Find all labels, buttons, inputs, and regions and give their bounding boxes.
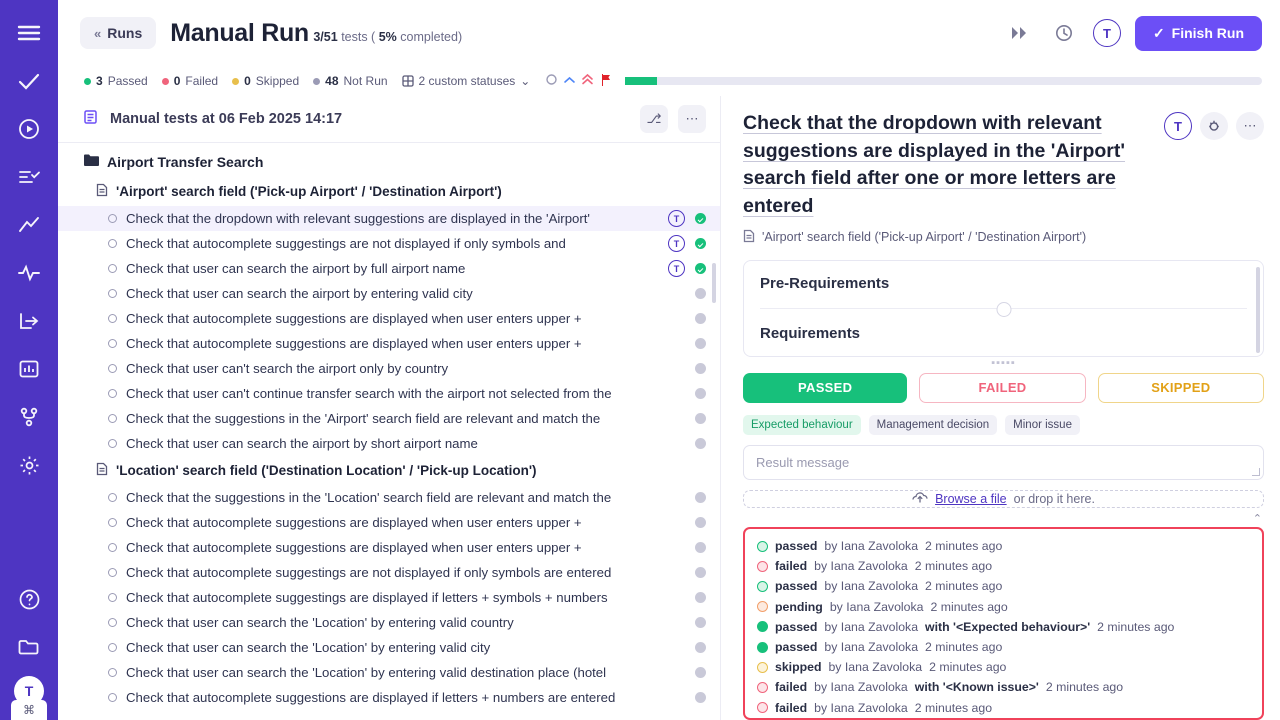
log-status-dot xyxy=(757,682,768,693)
tree-case-label: Check that the suggestions in the 'Airport' search field are relevant and match the xyxy=(126,411,601,426)
circle-empty-icon xyxy=(108,239,117,248)
tree-case-label: Check that user can search the 'Location' by entering valid destination place (hotel xyxy=(126,665,607,680)
circle-empty-icon xyxy=(108,339,117,348)
double-chevron-up-icon[interactable] xyxy=(582,74,593,88)
resize-grip[interactable]: ▪▪▪▪▪ xyxy=(991,356,1016,369)
status-badge-not-run xyxy=(695,363,706,374)
status-badge-not-run xyxy=(695,413,706,424)
branch-icon[interactable] xyxy=(10,398,48,436)
status-dot-not-run xyxy=(313,78,320,85)
status-badge-not-run xyxy=(695,692,706,703)
tree-case-label: Check that the suggestions in the 'Location' search field are relevant and match the xyxy=(126,490,612,505)
status-badge-not-run xyxy=(695,542,706,553)
log-status-label: failed xyxy=(775,559,808,574)
tree-case-label: Check that user can search the airport by full airport name xyxy=(126,261,466,276)
status-badge-not-run xyxy=(695,617,706,628)
tree-case-row[interactable] xyxy=(58,331,720,356)
log-row xyxy=(757,597,1250,617)
test-tree-title: Manual tests at 06 Feb 2025 14:17 xyxy=(110,111,343,127)
tree-suite[interactable] xyxy=(58,456,720,485)
status-mini-icons xyxy=(546,74,611,89)
tree-case-meta xyxy=(695,288,706,299)
tree-case-row[interactable] xyxy=(58,685,720,710)
tree-case-meta xyxy=(695,438,706,449)
requirements-card xyxy=(743,260,1264,357)
test-tree-pane xyxy=(58,96,720,720)
log-timestamp: 2 minutes ago xyxy=(1097,619,1175,634)
tree-case-label: Check that autocomplete suggestions are displayed when user enters upper + xyxy=(126,336,582,351)
tree-case-label: Check that autocomplete suggestions are displayed when user enters upper + xyxy=(126,515,582,530)
tree-case-label: Check that the dropdown with relevant suggestions are displayed in the 'Airport' xyxy=(126,211,590,226)
tree-case-label: Check that user can search the 'Location' by entering valid city xyxy=(126,640,491,655)
status-dot-passed xyxy=(84,78,91,85)
tree-case-label: Check that user can search the 'Location' by entering valid country xyxy=(126,615,514,630)
finish-run-label: Finish Run xyxy=(1171,25,1244,41)
log-status-label: skipped xyxy=(775,660,822,675)
gear-icon[interactable] xyxy=(10,446,48,484)
tree-case-row[interactable] xyxy=(58,610,720,635)
run-progress-bar xyxy=(625,77,1262,85)
section-divider xyxy=(760,308,1247,309)
upload-icon xyxy=(912,491,928,507)
scrollbar-thumb[interactable] xyxy=(1256,267,1260,353)
tree-case-label: Check that user can search the airport by short airport name xyxy=(126,436,478,451)
tree-case-meta xyxy=(668,235,706,252)
trend-icon[interactable] xyxy=(10,206,48,244)
check-icon: ✓ xyxy=(1152,24,1165,41)
log-status-dot xyxy=(757,561,768,572)
keyboard-shortcut-hint[interactable]: ⌘ xyxy=(11,700,47,720)
test-detail-actions xyxy=(1164,110,1264,140)
status-label-not-run: Not Run xyxy=(343,74,388,88)
log-row xyxy=(757,536,1250,556)
log-author: by Iana Zavoloka xyxy=(824,539,919,554)
log-status-label: passed xyxy=(775,579,818,594)
run-progress-suffix: tests ( xyxy=(341,29,376,44)
result-message-input[interactable]: Result message xyxy=(743,445,1264,480)
assignee-avatar[interactable]: T xyxy=(1164,112,1192,140)
status-dot-failed xyxy=(162,78,169,85)
requirements-heading: Requirements xyxy=(760,324,861,342)
chip-expected-behaviour[interactable]: Expected behaviour xyxy=(743,415,861,435)
more-options-button[interactable]: ⋯ xyxy=(1236,112,1264,140)
circle-empty-icon xyxy=(108,364,117,373)
log-timestamp: 2 minutes ago xyxy=(929,660,1007,675)
finish-run-button[interactable] xyxy=(1135,16,1262,51)
tree-case-meta xyxy=(695,692,706,703)
list-check-icon[interactable] xyxy=(10,158,48,196)
panes xyxy=(58,96,1280,720)
circle-empty-icon xyxy=(108,618,117,627)
page-title-block xyxy=(170,19,462,48)
tree-case-row[interactable] xyxy=(58,560,720,585)
menu-icon[interactable] xyxy=(10,14,48,52)
log-status-dot xyxy=(757,541,768,552)
tree-suite-label: 'Location' search field ('Destination Location' / 'Pick-up Location') xyxy=(116,463,537,478)
log-status-label: pending xyxy=(775,599,823,614)
more-options-button[interactable]: ⋯ xyxy=(678,105,706,133)
avatar[interactable]: T xyxy=(14,676,44,706)
log-row xyxy=(757,637,1250,657)
log-extra: with '<Known issue>' xyxy=(914,680,1039,695)
assignee-avatar[interactable]: T xyxy=(1093,19,1121,47)
chip-management-decision[interactable]: Management decision xyxy=(869,415,998,435)
log-author: by Iana Zavoloka xyxy=(814,700,908,715)
verdict-failed-button[interactable]: FAILED xyxy=(919,373,1085,403)
circle-empty-icon xyxy=(108,214,117,223)
log-timestamp: 2 minutes ago xyxy=(1045,680,1124,695)
page-title: Manual Run xyxy=(170,18,309,47)
log-status-dot xyxy=(757,662,768,673)
custom-statuses-dropdown[interactable] xyxy=(402,74,531,88)
bug-icon[interactable] xyxy=(1200,112,1228,140)
status-badge-passed xyxy=(695,238,706,249)
tree-case-label: Check that autocomplete suggestions are displayed when user enters upper + xyxy=(126,311,582,326)
status-badge-not-run xyxy=(695,288,706,299)
main-content xyxy=(58,0,1280,720)
activity-icon[interactable] xyxy=(10,254,48,292)
tree-case-meta xyxy=(695,313,706,324)
log-author: by Iana Zavoloka xyxy=(814,559,908,574)
history-icon[interactable] xyxy=(1049,18,1079,48)
test-detail-header xyxy=(743,110,1264,221)
log-status-label: passed xyxy=(775,619,818,634)
breadcrumb-runs-button[interactable] xyxy=(80,17,156,49)
tree-case-row[interactable] xyxy=(58,510,720,535)
chevron-down-icon: ⌄ xyxy=(520,74,531,88)
status-badge-not-run xyxy=(695,338,706,349)
log-status-label: passed xyxy=(775,539,818,554)
sidebar-rail xyxy=(0,0,58,720)
log-status-label: passed xyxy=(775,640,818,655)
tree-case-meta xyxy=(668,260,706,277)
log-status-label: failed xyxy=(775,680,808,695)
status-count-failed: 0 xyxy=(173,74,181,88)
status-count-passed: 3 xyxy=(96,74,103,88)
dropzone-text: or drop it here. xyxy=(1013,491,1095,506)
tree-case-label: Check that autocomplete suggestings are not displayed if only symbols are entered xyxy=(126,565,612,580)
pre-requirements-heading: Pre-Requirements xyxy=(760,274,890,292)
run-progress-tail: completed) xyxy=(400,29,463,44)
status-badge-not-run xyxy=(695,517,706,528)
tree-group-label: Airport Transfer Search xyxy=(107,154,264,170)
run-progress-percent: 5% xyxy=(378,29,397,44)
assignee-avatar[interactable]: T xyxy=(668,235,685,252)
log-timestamp: 2 minutes ago xyxy=(914,700,993,715)
test-tree-list[interactable] xyxy=(58,142,720,720)
tree-case-row[interactable] xyxy=(58,356,720,381)
status-badge-not-run xyxy=(695,388,706,399)
status-not-run xyxy=(313,74,387,88)
document-icon xyxy=(743,229,755,246)
log-author: by Iana Zavoloka xyxy=(824,640,919,655)
run-progress-count: 3/51 xyxy=(313,29,338,44)
circle-empty-icon xyxy=(108,289,117,298)
log-timestamp: 2 minutes ago xyxy=(925,579,1003,594)
collapse-log-button[interactable]: ⌃ xyxy=(1252,513,1262,525)
verdict-skipped-button[interactable]: SKIPPED xyxy=(1098,373,1264,403)
skip-forward-icon[interactable] xyxy=(1005,18,1035,48)
log-row xyxy=(757,698,1250,718)
document-icon xyxy=(96,462,108,479)
tree-case-row[interactable] xyxy=(58,431,720,456)
log-status-dot xyxy=(757,601,768,612)
status-badge-not-run xyxy=(695,642,706,653)
run-progress-meta xyxy=(313,30,462,44)
tree-case-row[interactable] xyxy=(58,485,720,510)
status-passed xyxy=(84,74,148,88)
breadcrumb-runs-label: Runs xyxy=(107,25,143,41)
tree-icon xyxy=(84,109,100,130)
log-row xyxy=(757,657,1250,677)
tree-suite[interactable] xyxy=(58,177,720,206)
log-status-label: failed xyxy=(775,700,808,715)
tree-case-meta xyxy=(695,388,706,399)
tree-case-row[interactable] xyxy=(58,306,720,331)
import-icon[interactable] xyxy=(10,302,48,340)
tree-case-label: Check that autocomplete suggestions are displayed if letters + numbers are entered xyxy=(126,690,616,705)
group-by-button[interactable]: ⎇ xyxy=(640,105,668,133)
tree-case-meta xyxy=(695,413,706,424)
status-dot-skipped xyxy=(232,78,239,85)
status-failed xyxy=(162,74,218,88)
tree-case-label: Check that autocomplete suggestings are displayed if letters + symbols + numbers xyxy=(126,590,608,605)
tree-case-row[interactable] xyxy=(58,281,720,306)
tree-case-meta xyxy=(695,363,706,374)
status-badge-not-run xyxy=(695,592,706,603)
circle-empty-icon[interactable] xyxy=(546,74,557,88)
status-badge-not-run xyxy=(695,492,706,503)
log-row xyxy=(757,576,1250,596)
circle-empty-icon xyxy=(108,568,117,577)
tree-case-meta xyxy=(668,210,706,227)
circle-empty-icon xyxy=(108,389,117,398)
grid-icon xyxy=(402,75,414,87)
log-author: by Iana Zavoloka xyxy=(828,660,923,675)
tree-case-row[interactable] xyxy=(58,381,720,406)
check-icon[interactable] xyxy=(10,62,48,100)
verdict-buttons xyxy=(743,373,1264,403)
log-author: by Iana Zavoloka xyxy=(829,599,924,614)
status-skipped xyxy=(232,74,299,88)
tree-case-meta xyxy=(695,542,706,553)
log-status-dot xyxy=(757,581,768,592)
test-case-suite-label: 'Airport' search field ('Pick-up Airport' / 'Destination Airport') xyxy=(762,230,1087,245)
log-extra: with '<Expected behaviour>' xyxy=(925,619,1091,634)
status-label-passed: Passed xyxy=(107,74,148,88)
circle-empty-icon xyxy=(108,493,117,502)
circle-empty-icon xyxy=(108,518,117,527)
test-detail-pane xyxy=(720,96,1280,720)
help-icon[interactable] xyxy=(10,580,48,618)
browse-file-link[interactable]: Browse a file xyxy=(935,491,1007,506)
run-progress-fill xyxy=(625,77,657,85)
document-icon xyxy=(96,183,108,200)
tree-case-label: Check that user can't continue transfer search with the airport not selected from the xyxy=(126,386,612,401)
tree-case-row[interactable] xyxy=(58,256,720,281)
log-author: by Iana Zavoloka xyxy=(814,680,908,695)
assignee-avatar[interactable]: T xyxy=(668,210,685,227)
log-status-dot xyxy=(757,621,768,632)
status-badge-passed xyxy=(695,263,706,274)
tree-case-meta xyxy=(695,492,706,503)
folder-icon[interactable] xyxy=(10,628,48,666)
tree-case-label: Check that user can't search the airport only by country xyxy=(126,361,449,376)
verdict-passed-button[interactable]: PASSED xyxy=(743,373,907,403)
log-status-dot xyxy=(757,702,768,713)
tree-case-label: Check that autocomplete suggestions are displayed when user enters upper + xyxy=(126,540,582,555)
log-row xyxy=(757,556,1250,576)
tree-case-meta xyxy=(695,642,706,653)
tree-case-row[interactable] xyxy=(58,231,720,256)
circle-empty-icon xyxy=(108,593,117,602)
tree-case-row[interactable] xyxy=(58,535,720,560)
tree-case-row[interactable] xyxy=(58,206,720,231)
log-row xyxy=(757,617,1250,637)
chevron-up-icon[interactable] xyxy=(564,74,575,88)
tree-suite-label: 'Airport' search field ('Pick-up Airport' / 'Destination Airport') xyxy=(116,184,502,199)
test-case-suite-breadcrumb xyxy=(743,229,1264,246)
test-case-title: Check that the dropdown with relevant suggestions are displayed in the 'Airport' search field after one or more letters are entered xyxy=(743,112,1126,218)
tree-case-row[interactable] xyxy=(58,660,720,685)
log-timestamp: 2 minutes ago xyxy=(930,599,1008,614)
circle-empty-icon xyxy=(108,668,117,677)
tree-case-meta xyxy=(695,617,706,628)
status-badge-not-run xyxy=(695,567,706,578)
log-timestamp: 2 minutes ago xyxy=(914,559,993,574)
tree-case-meta xyxy=(695,592,706,603)
status-badge-passed xyxy=(695,213,706,224)
chart-icon[interactable] xyxy=(10,350,48,388)
log-status-dot xyxy=(757,642,768,653)
status-count-not-run: 48 xyxy=(325,74,339,88)
circle-empty-icon xyxy=(108,693,117,702)
tree-case-row[interactable] xyxy=(58,406,720,431)
tree-case-meta xyxy=(695,338,706,349)
folder-icon xyxy=(84,154,99,170)
circle-empty-icon xyxy=(108,414,117,423)
tree-case-meta xyxy=(695,567,706,578)
tree-case-row[interactable] xyxy=(58,585,720,610)
log-author: by Iana Zavoloka xyxy=(824,579,919,594)
log-timestamp: 2 minutes ago xyxy=(925,539,1003,554)
log-author: by Iana Zavoloka xyxy=(824,619,919,634)
status-badge-not-run xyxy=(695,667,706,678)
log-row xyxy=(757,677,1250,697)
log-timestamp: 2 minutes ago xyxy=(925,640,1003,655)
tree-group[interactable] xyxy=(58,147,720,177)
circle-empty-icon xyxy=(108,439,117,448)
result-history-log xyxy=(743,527,1264,720)
tree-case-row[interactable] xyxy=(58,635,720,660)
status-label-failed: Failed xyxy=(185,74,219,88)
status-badge-not-run xyxy=(695,438,706,449)
status-badge-not-run xyxy=(695,313,706,324)
custom-statuses-label: 2 custom statuses xyxy=(418,74,516,88)
circle-empty-icon xyxy=(108,643,117,652)
chevron-left-icon: « xyxy=(94,25,102,41)
file-dropzone[interactable] xyxy=(743,490,1264,508)
circle-empty-icon xyxy=(108,264,117,273)
top-bar xyxy=(58,0,1280,66)
flag-icon[interactable] xyxy=(600,74,611,89)
tree-case-label: Check that autocomplete suggestings are not displayed if only symbols and xyxy=(126,236,566,251)
status-count-skipped: 0 xyxy=(244,74,251,88)
tree-case-label: Check that user can search the airport by entering valid city xyxy=(126,286,473,301)
circle-empty-icon xyxy=(108,543,117,552)
assignee-avatar[interactable]: T xyxy=(668,260,685,277)
chip-minor-issue[interactable]: Minor issue xyxy=(1005,415,1080,435)
test-tree-header xyxy=(58,96,720,142)
status-summary-bar xyxy=(58,66,1280,96)
reason-chips xyxy=(743,415,1264,435)
play-circle-icon[interactable] xyxy=(10,110,48,148)
tree-case-meta xyxy=(695,667,706,678)
circle-empty-icon xyxy=(108,314,117,323)
status-label-skipped: Skipped xyxy=(255,74,300,88)
tree-case-meta xyxy=(695,517,706,528)
